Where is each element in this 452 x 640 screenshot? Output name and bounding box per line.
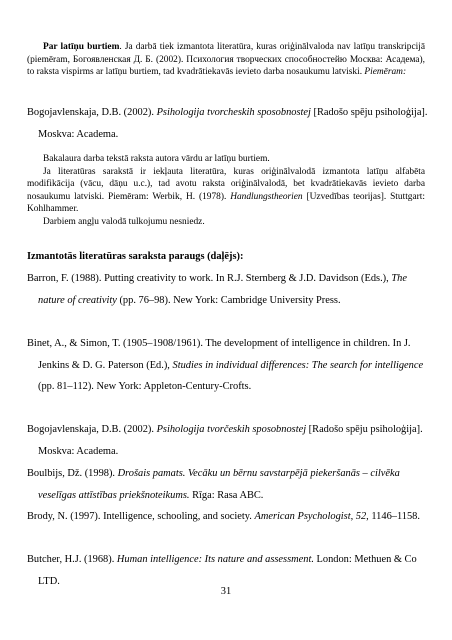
note-line-1: Bakalaura darba tekstā raksta autora vārdu ar latīņu burtiem.: [43, 154, 270, 164]
example-label: Piemēram:: [364, 67, 407, 78]
reference-item: Binet, A., & Simon, T. (1905–1908/1961). The development of intelligence in children. In J. Jenkins & D. G. Paterson (Ed.), Studies in individual differences: The search for intelligence (pp. 81–112). New York: Appleton-Century-Crofts.: [27, 338, 424, 392]
transcription-paragraph: [27, 41, 425, 79]
page-number: 31: [220, 586, 232, 597]
note-line-3: Darbiem angļu valodā tulkojumu nesniedz.: [43, 216, 205, 227]
transcription-heading: Par latīņu burtiem: [43, 42, 120, 52]
reference-item: Barron, F. (1988). Putting creativity to work. In R.J. Sternberg & J.D. Davidson (Eds.), The nature of creativity (pp. 76–98). New York: Cambridge University Press.: [27, 273, 407, 306]
reference-item: Bogojavlenskaja, D.B. (2002). Psihologija tvorčeskih sposobnostej [Radošo spēju psiholoģija]. Moskva: Academa.: [27, 424, 423, 457]
note-paragraph-2: Ja literatūras sarakstā ir iekļauta literatūra, kuras oriģinālvalodā izmantota latīņu alfabēta modifikācija (vācu, dāņu u.c.), tad avotu raksta oriģinālvalodā, bet kvadrātiekavās ievieto darba nosaukumu latviski. Piemēram: Werbik, H. (1978). Handlungstheorien [Uzvedības teorijas]. Stuttgart: Kohlhammer.: [27, 166, 425, 215]
reference-item: Brody, N. (1997). Intelligence, schooling, and society. American Psychologist, 52, 1146–1158.: [27, 511, 420, 522]
reference-item: Butcher, H.J. (1968). Human intelligence: Its nature and assessment. London: Methuen & Co LTD.: [27, 554, 417, 587]
transcription-body: . Ja darbā tiek izmantota literatūra, kuras oriģinālvaloda nav latīņu transkripcijā (piemēram, Богоявленская Д. Б. (2002). Психология творческих способностейю Москва: Асадема), to raksta vispirms ar latīņu burtiem, tad kvadrātiekavās ievieto darba nosaukumu latviski.: [27, 42, 425, 78]
list-heading: Izmantotās literatūras saraksta paraugs (daļējs):: [27, 251, 244, 262]
note-block: [27, 153, 425, 229]
example-reference: Bogojavlenskaja, D.B. (2002). Psihologija tvorcheskih sposobnostej [Radošo spēju psiholoģija]. Moskva: Academa.: [27, 107, 428, 140]
reference-item: Boulbijs, Dž. (1998). Drošais pamats. Vecāku un bērnu savstarpējā piekeršanās – cilvēka veselīgas attīstības priekšnoteikums. Rīga: Rasa ABC.: [27, 468, 400, 501]
